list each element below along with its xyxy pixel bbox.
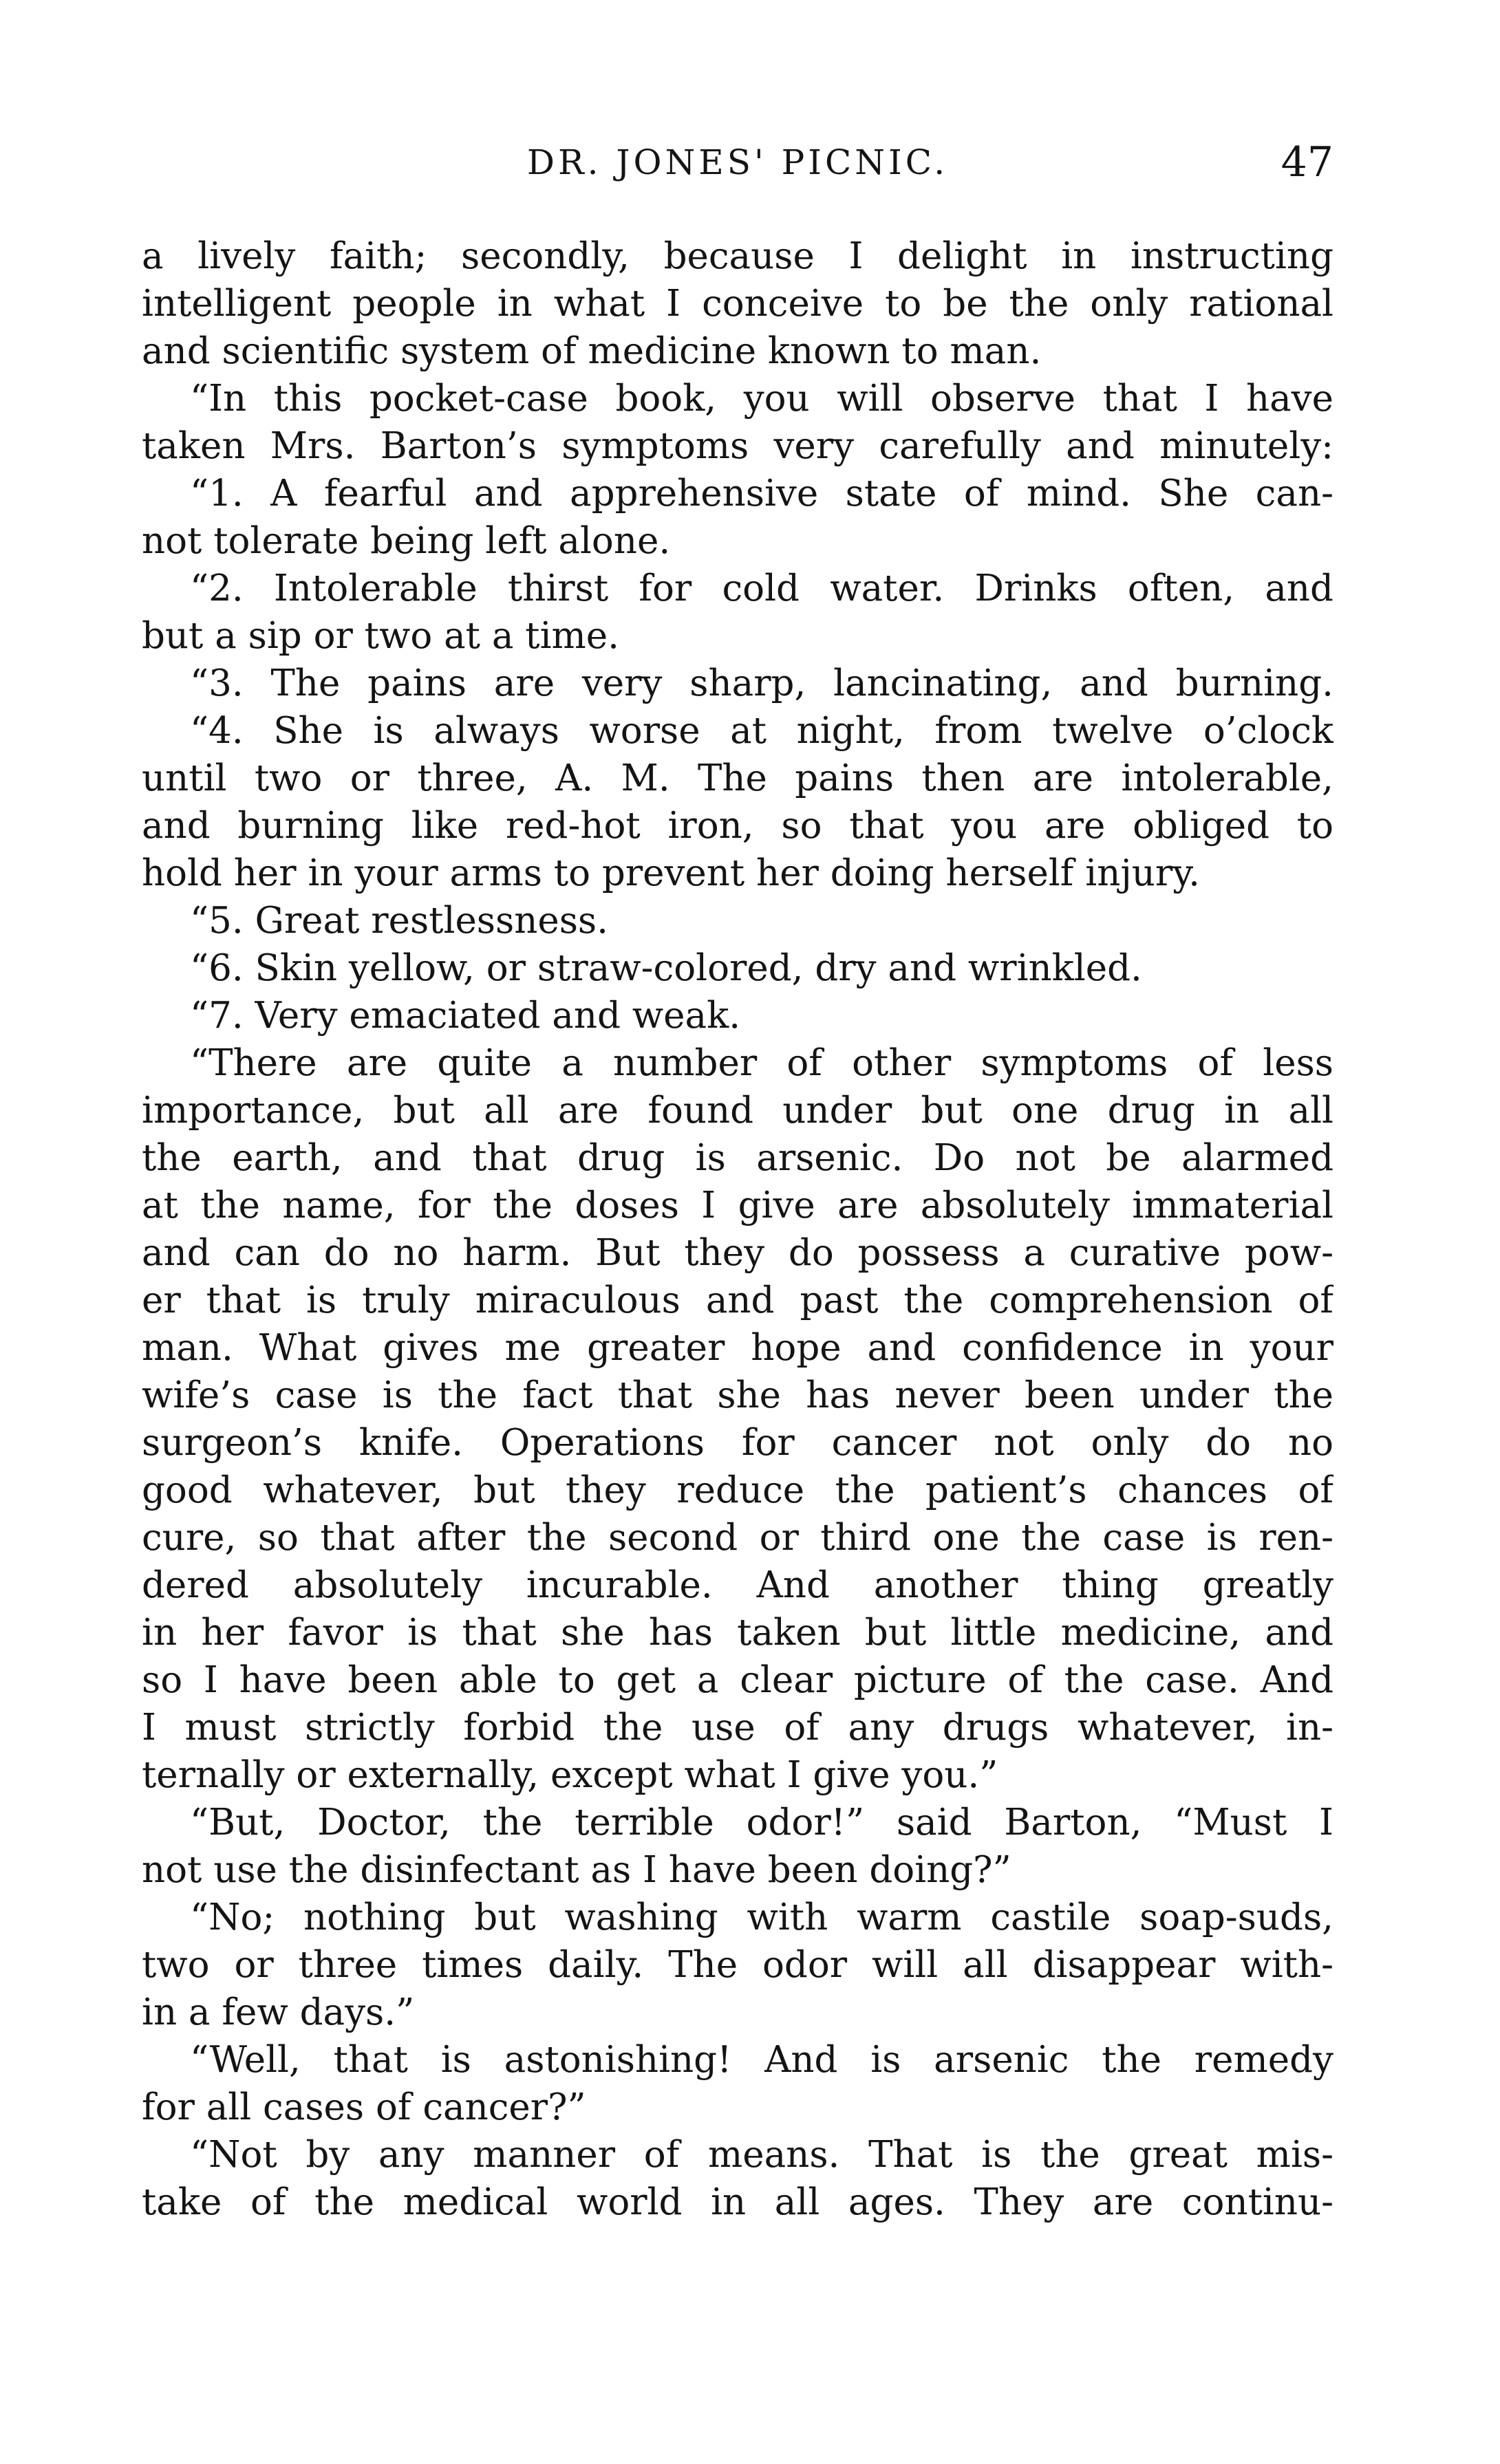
text-line: for all cases of cancer?” xyxy=(142,2086,586,2128)
text-line: and burning like red-hot iron, so that you are obliged to xyxy=(142,805,1333,847)
text-line: a lively faith; secondly, because I delight in instructing xyxy=(142,235,1333,277)
text-line: and can do no harm. But they do possess a curative pow- xyxy=(142,1232,1333,1274)
text-line: intelligent people in what I conceive to be the only rational xyxy=(142,283,1333,325)
text-line: “5. Great restlessness. xyxy=(190,900,608,942)
text-line: “No; nothing but washing with warm castile soap-suds, xyxy=(190,1896,1333,1938)
text-line: “3. The pains are very sharp, lancinating, and burning. xyxy=(190,662,1333,704)
text-line: in her favor is that she has taken but little medicine, and xyxy=(142,1612,1333,1654)
text-line: two or three times daily. The odor will all disappear with- xyxy=(142,1944,1333,1986)
text-line: taken Mrs. Barton’s symptoms very carefully and minutely: xyxy=(142,425,1333,467)
text-line: in a few days.” xyxy=(142,1991,415,2033)
text-line: hold her in your arms to prevent her doing herself injury. xyxy=(142,852,1200,894)
text-line: wife’s case is the fact that she has never been under the xyxy=(142,1374,1333,1416)
text-line: not tolerate being left alone. xyxy=(142,520,671,562)
text-line: importance, but all are found under but one drug in all xyxy=(142,1090,1333,1132)
running-title: DR. JONES' PICNIC. xyxy=(526,142,949,182)
text-line: not use the disinfectant as I have been doing?” xyxy=(142,1849,1011,1891)
text-line: take of the medical world in all ages. They are continu- xyxy=(142,2181,1333,2223)
text-line: but a sip or two at a time. xyxy=(142,615,619,657)
text-line: surgeon’s knife. Operations for cancer not only do no xyxy=(142,1422,1333,1464)
running-head xyxy=(142,135,1333,190)
page-number: 47 xyxy=(1281,138,1333,186)
text-line: “6. Skin yellow, or straw-colored, dry and wrinkled. xyxy=(190,947,1142,989)
text-line: the earth, and that drug is arsenic. Do not be alarmed xyxy=(142,1137,1333,1179)
text-line: so I have been able to get a clear picture of the case. And xyxy=(142,1659,1333,1701)
text-line: “1. A fearful and apprehensive state of mind. She can- xyxy=(190,473,1333,515)
text-line: I must strictly forbid the use of any drugs whatever, in- xyxy=(142,1707,1333,1749)
text-line: until two or three, A. M. The pains then are intolerable, xyxy=(142,757,1333,799)
text-line: “Well, that is astonishing! And is arsenic the remedy xyxy=(190,2039,1333,2081)
text-line: “7. Very emaciated and weak. xyxy=(190,995,741,1037)
text-line: “4. She is always worse at night, from twelve o’clock xyxy=(190,710,1333,752)
text-line: “2. Intolerable thirst for cold water. Drinks often, and xyxy=(190,568,1333,609)
text-line: er that is truly miraculous and past the comprehension of xyxy=(142,1279,1333,1321)
text-line: good whatever, but they reduce the patient’s chances of xyxy=(142,1469,1333,1511)
text-line: “There are quite a number of other symptoms of less xyxy=(190,1042,1333,1084)
text-line: dered absolutely incurable. And another thing greatly xyxy=(142,1564,1333,1606)
body-text xyxy=(142,233,1333,2226)
text-line: man. What gives me greater hope and confidence in your xyxy=(142,1327,1333,1369)
text-line: ternally or externally, except what I give you.” xyxy=(142,1754,998,1796)
text-line: “In this pocket-case book, you will observe that I have xyxy=(190,378,1333,420)
text-line: “But, Doctor, the terrible odor!” said Barton, “Must I xyxy=(190,1802,1333,1844)
text-line: cure, so that after the second or third one the case is ren- xyxy=(142,1517,1333,1559)
text-line: and scientific system of medicine known to man. xyxy=(142,330,1042,372)
text-line: at the name, for the doses I give are absolutely immaterial xyxy=(142,1185,1333,1226)
text-line: “Not by any manner of means. That is the great mis- xyxy=(190,2134,1333,2176)
